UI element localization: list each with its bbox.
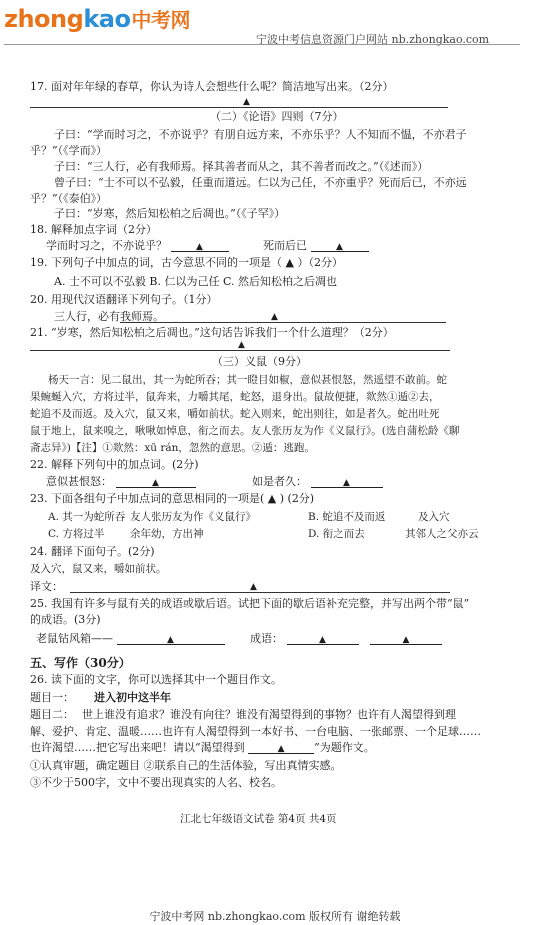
q23-option-a1: A. 其一为蛇所吞 [48, 511, 126, 523]
question-25-a [36, 632, 225, 646]
q23-option-a2: 友人张历友为作《义鼠行》 [130, 511, 256, 523]
q18-a-blank[interactable] [171, 239, 229, 252]
yishu-line-4: 鼠于地上，鼠来嗅之，啾啾如悼息，衔之而去。友人张历友为作《义鼠行》。(选自蒲松龄《聊 [30, 425, 460, 437]
q22-b-text: 如是者久： [252, 475, 307, 488]
site-logo[interactable] [4, 5, 190, 34]
q23-option-d1: D. 衔之而去 [308, 528, 365, 540]
question-21: 21. “岁寒，然后知松柏之后凋也。”这句话告诉我们一个什么道理？（2分） [30, 326, 394, 339]
question-24: 24. 翻译下面句子。(2分) [30, 545, 155, 558]
question-20-sentence: 三人行，必有我师焉。 [54, 310, 164, 323]
topic-2-label: 题目二： [30, 708, 74, 721]
q23-option-d2: 其邻人之父亦云 [405, 528, 479, 540]
q25-a-blank[interactable] [117, 632, 225, 645]
section-5-title: 五、写作（30分） [30, 656, 131, 670]
question-25: 25. 我国有许多与鼠有关的成语或歇后语。试把下面的歇后语补充完整，并写出两个带“鼠” [30, 597, 470, 610]
logo-zhong: zhong [4, 5, 84, 33]
question-22-a [46, 475, 196, 489]
section-3-title: （三）义鼠（9分） [212, 355, 307, 368]
q18-a-text: 学而时习之，不亦说乎？ [46, 239, 167, 252]
answer-marker-20: ▲ [271, 312, 278, 322]
requirement-2: ③不少于500字，文中不要出现真实的人名、校名。 [30, 776, 282, 789]
answer-marker-24: ▲ [250, 582, 257, 592]
topic-2-line-3 [30, 741, 375, 755]
q25-b-blank-2[interactable] [370, 632, 442, 645]
topic-2-marker: ▲ [277, 744, 285, 754]
question-22: 22. 解释下列句中的加点词。(2分) [30, 458, 199, 471]
q23-option-b2: 及入穴 [418, 511, 450, 523]
question-22-b [252, 475, 383, 489]
question-24-label: 译文： [30, 580, 63, 593]
question-26: 26. 读下面的文字，你可以选择其中一个题目作文。 [30, 673, 282, 686]
yishu-line-3: 蛇追不及而返。及入穴，鼠又来，嚼如前状。蛇入则来，蛇出则往，如是者久。蛇出吐死 [30, 408, 440, 420]
q25-b-text: 成语： [250, 632, 283, 645]
section-2-title: （二）《论语》四则（7分） [210, 110, 344, 123]
question-25-cont: 的成语。(3分) [30, 613, 101, 626]
site-footer: 宁波中考网 nb.zhongkao.com 版权所有 谢绝转载 [149, 910, 401, 923]
topic-1-title: 进入初中这半年 [94, 691, 171, 704]
topic-2 [30, 708, 456, 722]
q18-a-marker: ▲ [196, 242, 203, 252]
question-19-options: A. 士不可以不弘毅 B. 仁以为己任 C. 然后知松柏之后凋也 [54, 275, 338, 288]
topic-2-line-3a: 也许渴望……把它写出来吧！请以“渴望得到 [30, 741, 245, 754]
answer-line-20[interactable] [120, 322, 446, 323]
question-17: 17. 面对年年绿的春草，你认为诗人会想些什么呢？简洁地写出来。（2分） [30, 80, 394, 93]
question-20: 20. 用现代汉语翻译下列句子。（1分） [30, 293, 218, 306]
question-23: 23. 下面各组句子中加点词的意思相同的一项是( ▲ ) (2分) [30, 492, 315, 505]
logo-kao: kao [83, 5, 131, 33]
q23-option-c2: 余年幼，方出神 [130, 528, 204, 540]
q22-b-blank[interactable] [311, 475, 383, 488]
requirement-1: ①认真审题，确定题目 ②联系自己的生活体验，写出真情实感。 [30, 759, 342, 772]
question-18-b [263, 239, 369, 253]
topic-2-line-2: 解、爱护、肯定、温暖……也许有人渴望得到一本好书、一台电脑、一张邮票、一个足球…… [30, 725, 481, 738]
q22-a-marker: ▲ [152, 478, 159, 488]
q18-b-blank[interactable] [311, 239, 369, 252]
question-18-a [46, 239, 229, 253]
yishu-line-5: 斋志异》)【注】①欻然：xū rán，忽然的意思。②遁：逃跑。 [30, 442, 315, 454]
topic-1-label: 题目一： [30, 691, 74, 704]
logo-cn: 中考网 [131, 8, 190, 32]
lunyu-passage-4: 子曰：“岁寒，然后知松柏之后凋也。”（《子罕》） [54, 207, 286, 220]
lunyu-passage-1b: 乎？”（《学而》） [30, 144, 108, 157]
answer-line-17[interactable] [30, 107, 448, 108]
q23-option-c1: C. 方将过半 [48, 528, 105, 540]
question-19: 19. 下列句子中加点的词，古今意思不同的一项是（ ▲ ）（2分） [30, 256, 343, 269]
topic-1 [30, 691, 171, 705]
q25-b1-marker: ▲ [319, 635, 326, 645]
question-18: 18. 解释加点字词（2分） [30, 223, 157, 236]
site-description: 宁波中考信息资源门户网站 nb.zhongkao.com [256, 33, 490, 46]
q25-b-blank-1[interactable] [287, 632, 359, 645]
lunyu-passage-3a: 曾子曰：“士不可以不弘毅，任重而道远。仁以为己任，不亦重乎？死而后已，不亦远 [54, 176, 467, 189]
q22-a-blank[interactable] [116, 475, 196, 488]
q25-a-text: 老鼠钻风箱—— [36, 632, 113, 645]
topic-2-blank[interactable] [248, 741, 314, 754]
yishu-line-2: 果蜿蜒入穴，方将过半，鼠奔来，力嚼其尾，蛇怒，退身出。鼠故便捷，欻然①遁②去， [30, 391, 440, 403]
q23-option-b1: B. 蛇追不及而返 [308, 511, 386, 523]
lunyu-passage-3b: 乎？”（《泰伯》） [30, 192, 108, 205]
q18-b-marker: ▲ [336, 242, 343, 252]
topic-2-line-1: 世上谁没有追求？谁没有向往？谁没有渴望得到的事物？也许有人渴望得到理 [82, 708, 456, 721]
page-footer: 江北七年级语文试卷 第4页 共4页 [180, 813, 337, 825]
lunyu-passage-1a: 子曰：“学而时习之，不亦说乎？有朋自远方来，不亦乐乎？人不知而不愠，不亦君子 [54, 128, 467, 141]
q25-b2-marker: ▲ [402, 635, 410, 645]
topic-2-line-3b: ”为题作文。 [314, 741, 375, 754]
q22-a-text: 意似甚恨怒： [46, 475, 112, 488]
q22-b-marker: ▲ [343, 478, 350, 488]
answer-marker-17: ▲ [243, 97, 250, 107]
q25-a-marker: ▲ [167, 635, 174, 645]
header-divider [4, 44, 520, 45]
lunyu-passage-2: 子曰：“三人行，必有我师焉。择其善者而从之，其不善者而改之。”（《述而》） [54, 160, 429, 173]
question-25-b [250, 632, 442, 646]
answer-line-24[interactable] [70, 592, 450, 593]
yishu-line-1: 杨天一言：见二鼠出，其一为蛇所吞；其一瞪目如椒，意似甚恨怒，然遥望不敢前。蛇 [48, 374, 447, 386]
answer-marker-21: ▲ [238, 340, 245, 350]
q18-b-text: 死而后已 [263, 239, 307, 252]
question-24-sentence: 及入穴，鼠又来，嚼如前状。 [30, 563, 167, 575]
page-header [0, 0, 550, 46]
